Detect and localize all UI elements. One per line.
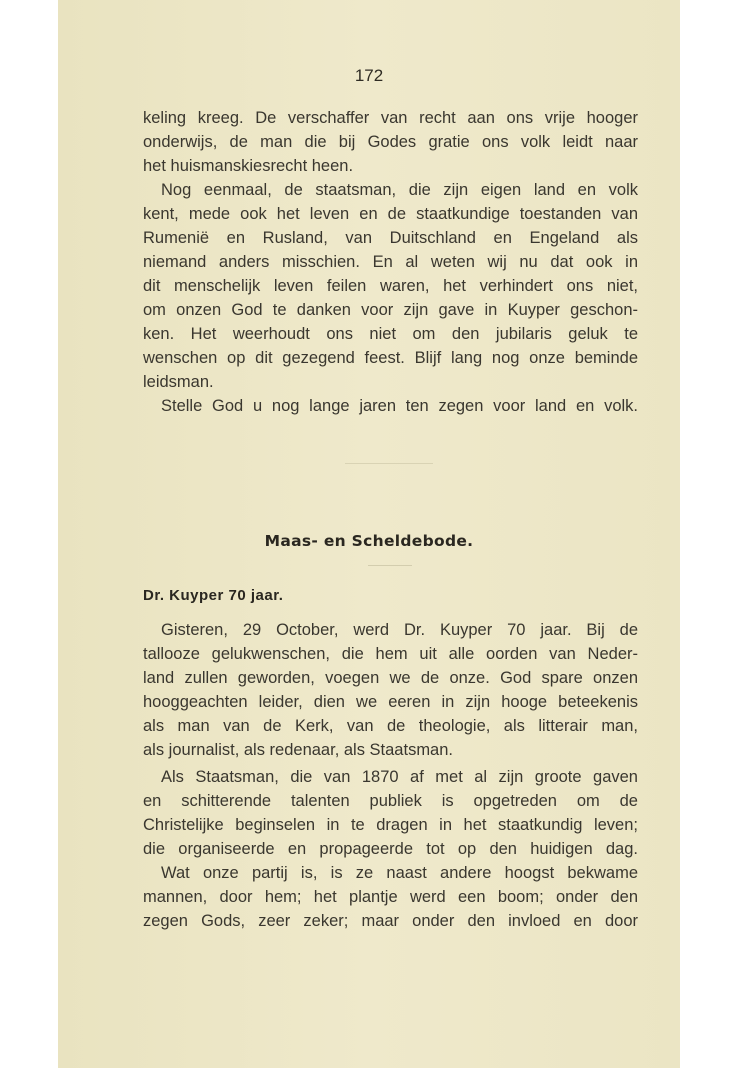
text-line: Gisteren, 29 October, werd Dr. Kuyper 70 jaar. Bij de bbox=[161, 621, 638, 639]
text-line: Rumenië en Rusland, van Duitschland en Engeland als bbox=[143, 229, 638, 247]
text-line: als journalist, als redenaar, als Staatsman. bbox=[143, 741, 453, 759]
text-line: die organiseerde en propageerde tot op den huidigen dag. bbox=[143, 840, 638, 858]
article-title: Dr. Kuyper 70 jaar. bbox=[143, 587, 284, 604]
text-line: tallooze gelukwenschen, die hem uit alle oorden van Neder- bbox=[143, 645, 638, 663]
text-line: niemand anders misschien. En al weten wij nu dat ook in bbox=[143, 253, 638, 271]
book-page bbox=[58, 0, 680, 1068]
text-line: Nog eenmaal, de staatsman, die zijn eigen land en volk bbox=[161, 181, 638, 199]
text-line: wenschen op dit gezegend feest. Blijf lang nog onze beminde bbox=[143, 349, 638, 367]
text-line: Wat onze partij is, is ze naast andere hoogst bekwame bbox=[161, 864, 638, 882]
text-line: kent, mede ook het leven en de staatkundige toestanden van bbox=[143, 205, 638, 223]
text-line: en schitterende talenten publiek is opgetreden om de bbox=[143, 792, 638, 810]
text-line: dit menschelijk leven feilen waren, het verhindert ons niet, bbox=[143, 277, 638, 295]
text-line: zegen Gods, zeer zeker; maar onder den invloed en door bbox=[143, 912, 638, 930]
text-line: Christelijke beginselen in te dragen in het staatkundig leven; bbox=[143, 816, 638, 834]
text-line: land zullen geworden, voegen we de onze. God spare onzen bbox=[143, 669, 638, 687]
text-line: mannen, door hem; het plantje werd een boom; onder den bbox=[143, 888, 638, 906]
text-line: leidsman. bbox=[143, 373, 214, 391]
text-line: ken. Het weerhoudt ons niet om den jubilaris geluk te bbox=[143, 325, 638, 343]
text-line: als man van de Kerk, van de theologie, als litterair man, bbox=[143, 717, 638, 735]
heading-rule bbox=[368, 565, 412, 566]
page-number: 172 bbox=[354, 66, 384, 85]
text-line: keling kreeg. De verschaffer van recht aan ons vrije hooger bbox=[143, 109, 638, 127]
section-heading: Maas- en Scheldebode. bbox=[264, 532, 474, 550]
text-line: hooggeachten leider, dien we eeren in zijn hooge beteekenis bbox=[143, 693, 638, 711]
text-line: Als Staatsman, die van 1870 af met al zijn groote gaven bbox=[161, 768, 638, 786]
text-line: Stelle God u nog lange jaren ten zegen voor land en volk. bbox=[161, 397, 638, 415]
separator-rule bbox=[345, 463, 433, 464]
text-line: om onzen God te danken voor zijn gave in Kuyper geschon- bbox=[143, 301, 638, 319]
text-line: onderwijs, de man die bij Godes gratie ons volk leidt naar bbox=[143, 133, 638, 151]
text-line: het huismanskiesrecht heen. bbox=[143, 157, 354, 175]
